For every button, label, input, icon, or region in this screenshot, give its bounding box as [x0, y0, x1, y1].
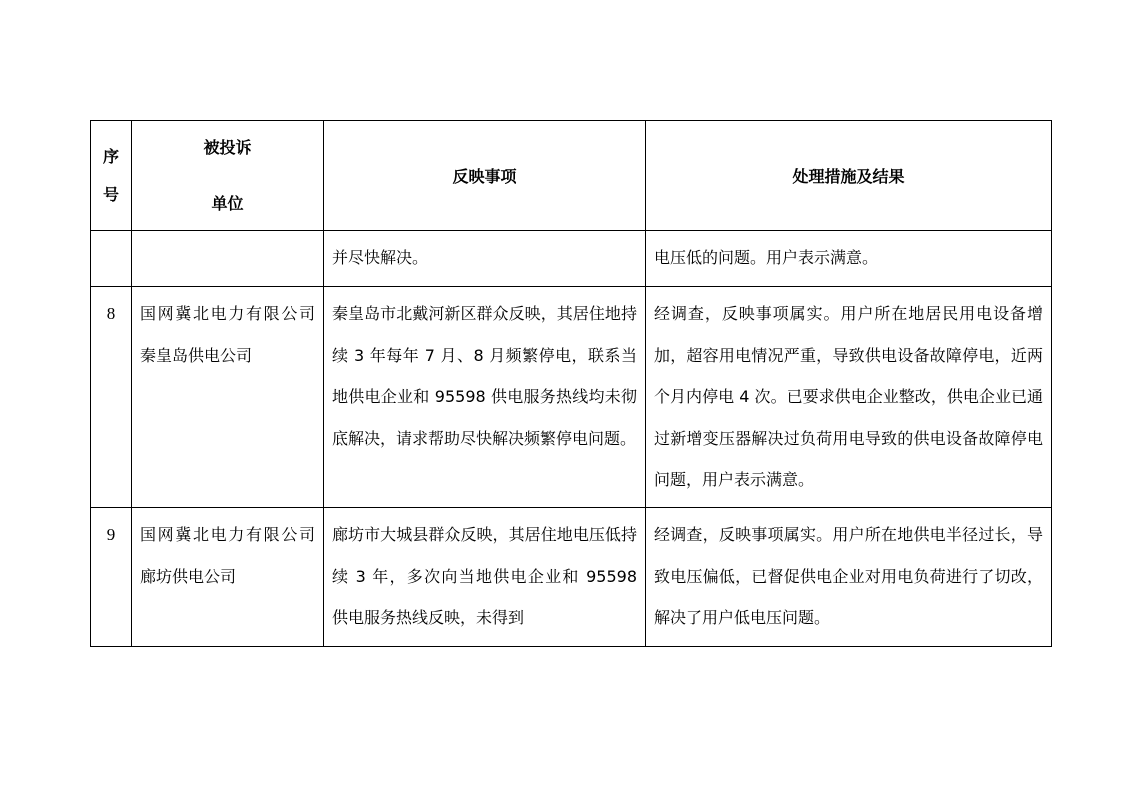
issue-text: 秦皇岛市北戴河新区群众反映，其居住地持续 3 年每年 7 月、8 月频繁停电，联系当地供电企业和 95598 供电服务热线均未彻底解决，请求帮助尽快解决频繁停电问题。	[332, 304, 637, 448]
row-number: 9	[106, 525, 116, 544]
cell-no-empty	[91, 231, 132, 287]
cell-result	[646, 508, 1052, 647]
cell-issue	[324, 287, 646, 508]
issue-text: 廊坊市大城县群众反映，其居住地电压低持续 3 年，多次向当地供电企业和 95598 供电服务热线反映，未得到	[332, 525, 637, 627]
header-seq	[91, 121, 132, 231]
header-seq-line2: 号	[102, 184, 119, 204]
header-unit-line2: 单位	[211, 193, 244, 213]
header-result: 处理措施及结果	[646, 121, 1052, 231]
header-seq-line1: 序	[102, 146, 119, 166]
unit-text: 国网冀北电力有限公司廊坊供电公司	[140, 525, 315, 586]
cell-unit	[132, 287, 324, 508]
header-unit-line1: 被投诉	[203, 137, 252, 157]
header-issue: 反映事项	[324, 121, 646, 231]
result-text: 经调查，反映事项属实。用户所在地供电半径过长，导致电压偏低，已督促供电企业对用电负荷进行了切改，解决了用户低电压问题。	[654, 525, 1043, 627]
row-number: 8	[106, 304, 116, 323]
table-row-continuation	[91, 231, 1052, 287]
result-text: 经调查，反映事项属实。用户所在地居民用电设备增加，超容用电情况严重，导致供电设备故障停电，近两个月内停电 4 次。已要求供电企业整改，供电企业已通过新增变压器解决过负荷用电导致的供电设备故障停电问题，用户表示满意。	[654, 304, 1043, 489]
cell-no	[91, 508, 132, 647]
table-row	[91, 287, 1052, 508]
unit-text: 国网冀北电力有限公司秦皇岛供电公司	[140, 304, 315, 365]
cell-issue	[324, 231, 646, 287]
header-unit	[132, 121, 324, 231]
cell-no	[91, 287, 132, 508]
table-header-row	[91, 121, 1052, 231]
table-row	[91, 508, 1052, 647]
complaints-table	[90, 120, 1052, 647]
cell-unit-empty	[132, 231, 324, 287]
cell-result	[646, 231, 1052, 287]
continuation-issue-text: 并尽快解决。	[332, 248, 429, 267]
cell-issue	[324, 508, 646, 647]
cell-result	[646, 287, 1052, 508]
cell-unit	[132, 508, 324, 647]
continuation-result-text: 电压低的问题。用户表示满意。	[654, 248, 879, 267]
